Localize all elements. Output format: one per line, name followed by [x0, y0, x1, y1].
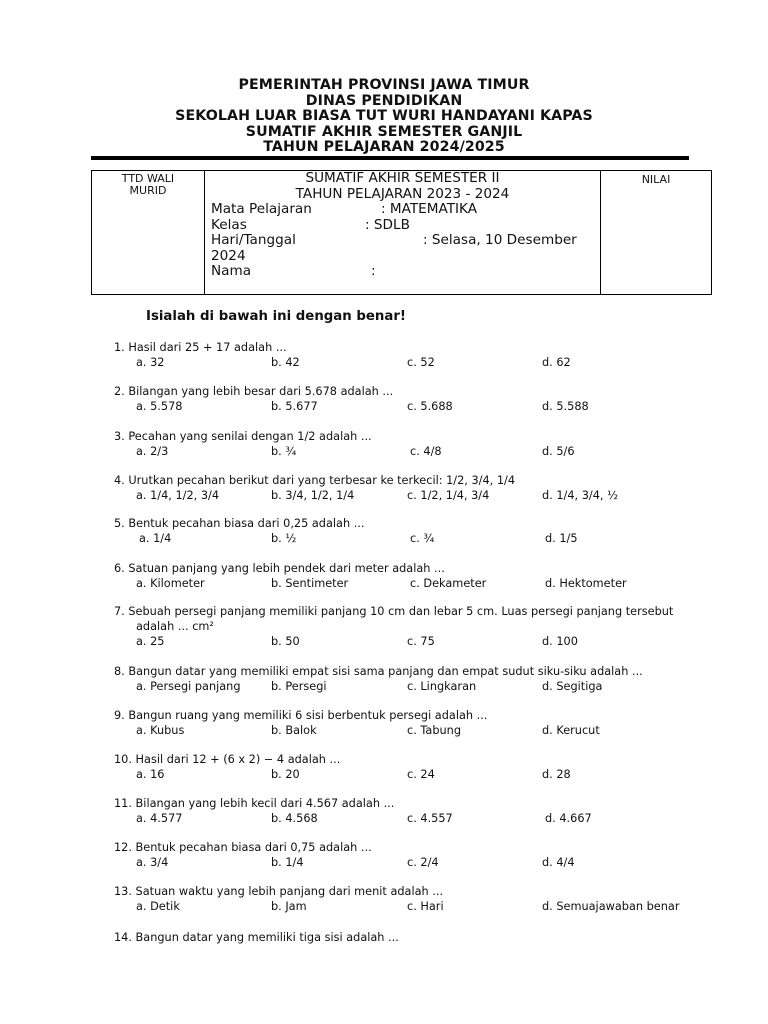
answer-option: b. Balok	[271, 724, 317, 737]
answer-option: a. Detik	[136, 900, 180, 913]
subject-label: Mata Pelajaran	[211, 201, 312, 217]
date-value: : Selasa, 10 Desember	[423, 232, 577, 248]
answer-option: b. 42	[271, 356, 300, 369]
class-row	[211, 218, 594, 234]
question-text: 3. Pecahan yang senilai dengan 1/2 adalah ...	[114, 430, 372, 443]
answer-option: b. 4.568	[271, 812, 318, 825]
answer-option: b. 20	[271, 768, 300, 781]
answer-option: a. 1/4	[139, 532, 172, 545]
answer-option: a. 3/4	[136, 856, 169, 869]
answer-option: b. 5.677	[271, 400, 318, 413]
question-text: 1. Hasil dari 25 + 17 adalah ...	[114, 341, 287, 354]
answer-option: d. Segitiga	[542, 680, 603, 693]
answer-option: c. 24	[407, 768, 435, 781]
question-text: 8. Bangun datar yang memiliki empat sisi sama panjang dan empat sudut siku-siku adalah ...	[114, 665, 643, 678]
answer-option: c. Hari	[407, 900, 444, 913]
answer-option: a. Persegi panjang	[136, 680, 241, 693]
answer-option: c. 4/8	[410, 445, 442, 458]
header-divider	[91, 156, 689, 160]
answer-option: c. 75	[407, 635, 435, 648]
answer-option: a. 16	[136, 768, 165, 781]
date-year: 2024	[211, 247, 246, 264]
answer-option: b. Persegi	[271, 680, 327, 693]
header-school: SEKOLAH LUAR BIASA TUT WURI HANDAYANI KAPAS	[175, 108, 593, 124]
question-text-continued: adalah ... cm²	[136, 620, 214, 633]
answer-option: b. ½	[271, 532, 297, 545]
answer-option: b. 50	[271, 635, 300, 648]
answer-option: d. Hektometer	[545, 577, 627, 590]
header-department: DINAS PENDIDIKAN	[305, 92, 463, 109]
answer-option: d. 1/5	[545, 532, 578, 545]
answer-option: d. Semuajawaban benar	[542, 900, 680, 913]
question-text: 14. Bangun datar yang memiliki tiga sisi adalah ...	[114, 931, 399, 944]
question-text: 7. Sebuah persegi panjang memiliki panjang 10 cm dan lebar 5 cm. Luas persegi panjang tersebut	[114, 605, 674, 618]
parent-signature-cell	[92, 171, 205, 294]
name-value: :	[371, 263, 376, 279]
date-label: Hari/Tanggal	[211, 232, 296, 248]
score-label: NILAI	[641, 173, 671, 186]
question-text: 10. Hasil dari 12 + (6 x 2) − 4 adalah ...	[114, 753, 341, 766]
answer-option: d. 5/6	[542, 445, 575, 458]
question-text: 2. Bilangan yang lebih besar dari 5.678 adalah ...	[114, 385, 394, 398]
answer-option: c. 5.688	[407, 400, 453, 413]
answer-option: d. 4.667	[545, 812, 592, 825]
answer-option: c. ¾	[410, 532, 435, 545]
question-text: 12. Bentuk pecahan biasa dari 0,75 adalah ...	[114, 841, 372, 854]
name-row	[211, 264, 594, 280]
answer-option: a. 2/3	[136, 445, 169, 458]
answer-option: a. Kilometer	[136, 577, 205, 590]
exam-details-cell	[205, 171, 601, 294]
answer-option: d. 62	[542, 356, 571, 369]
answer-option: d. 100	[542, 635, 578, 648]
answer-option: a. 1/4, 1/2, 3/4	[136, 489, 220, 502]
answer-option: d. 4/4	[542, 856, 575, 869]
question-text: 9. Bangun ruang yang memiliki 6 sisi berbentuk persegi adalah ...	[114, 709, 488, 722]
class-label: Kelas	[211, 216, 247, 233]
parent-signature-label-2: MURID	[129, 184, 167, 197]
answer-option: c. Dekameter	[410, 577, 487, 590]
answer-option: d. 5.588	[542, 400, 589, 413]
question-text: 6. Satuan panjang yang lebih pendek dari meter adalah ...	[114, 562, 445, 575]
score-cell	[601, 171, 711, 294]
instruction-text: Isialah di bawah ini dengan benar!	[146, 309, 406, 324]
header-school-year: TAHUN PELAJARAN 2024/2025	[263, 139, 505, 155]
answer-option: c. 2/4	[407, 856, 439, 869]
header-exam-title: SUMATIF AKHIR SEMESTER GANJIL	[245, 123, 523, 140]
answer-option: c. 52	[407, 356, 435, 369]
answer-option: c. 1/2, 1/4, 3/4	[407, 489, 490, 502]
exam-details-title: SUMATIF AKHIR SEMESTER II	[305, 170, 500, 186]
answer-option: b. ¾	[271, 445, 297, 458]
answer-option: a. 32	[136, 356, 165, 369]
subject-value: : MATEMATIKA	[381, 201, 478, 217]
answer-option: a. Kubus	[136, 724, 185, 737]
question-text: 5. Bentuk pecahan biasa dari 0,25 adalah ...	[114, 517, 365, 530]
answer-option: b. Sentimeter	[271, 577, 349, 590]
answer-option: d. 1/4, 3/4, ½	[542, 489, 619, 502]
parent-signature-label: TTD WALI	[121, 172, 175, 185]
answer-option: a. 5.578	[136, 400, 183, 413]
answer-option: b. Jam	[271, 900, 307, 913]
question-text: 11. Bilangan yang lebih kecil dari 4.567 adalah ...	[114, 797, 395, 810]
answer-option: a. 4.577	[136, 812, 183, 825]
answer-option: a. 25	[136, 635, 165, 648]
answer-option: c. 4.557	[407, 812, 453, 825]
answer-option: c. Tabung	[407, 724, 462, 737]
question-text: 4. Urutkan pecahan berikut dari yang terbesar ke terkecil: 1/2, 3/4, 1/4	[114, 474, 516, 487]
header-province: PEMERINTAH PROVINSI JAWA TIMUR	[238, 77, 530, 93]
answer-option: d. 28	[542, 768, 571, 781]
answer-option: c. Lingkaran	[407, 680, 477, 693]
question-text: 13. Satuan waktu yang lebih panjang dari menit adalah ...	[114, 885, 444, 898]
answer-option: b. 3/4, 1/2, 1/4	[271, 489, 355, 502]
document-header	[0, 78, 768, 156]
answer-option: b. 1/4	[271, 856, 304, 869]
name-label: Nama	[211, 263, 252, 279]
exam-details-year: TAHUN PELAJARAN 2023 - 2024	[295, 185, 510, 202]
answer-option: d. Kerucut	[542, 724, 600, 737]
exam-info-box	[91, 170, 712, 295]
class-value: : SDLB	[365, 216, 410, 233]
date-row	[211, 233, 594, 249]
subject-row	[211, 202, 594, 218]
